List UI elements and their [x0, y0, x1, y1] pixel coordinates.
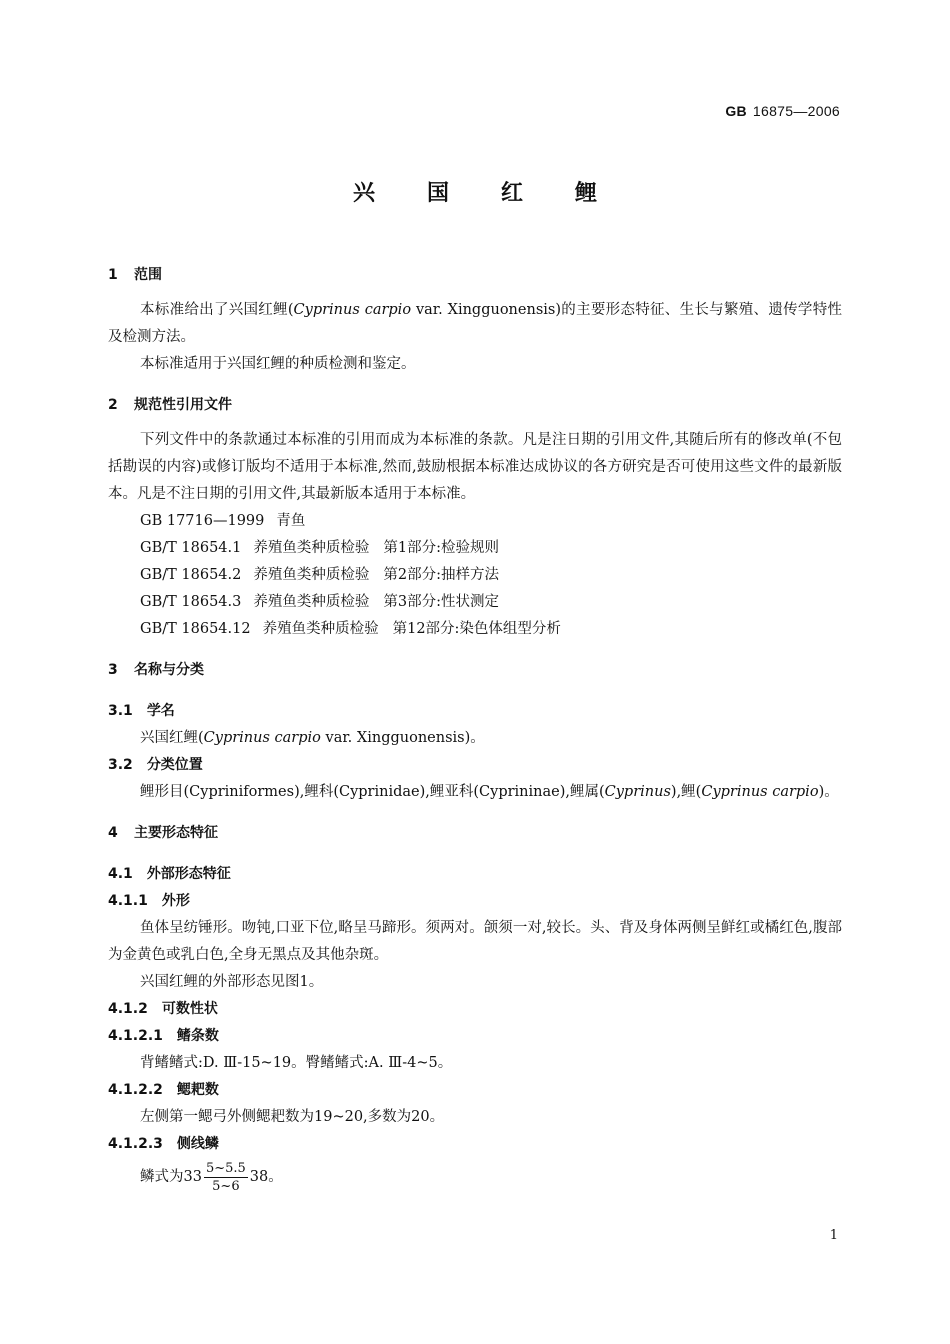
gill-raker-text: 左侧第一鳃弓外侧鳃耙数为19~20,多数为20。 — [140, 1109, 445, 1125]
scale-fraction: $\frac{5\sim 5.5}{5\sim 6}$ — [205, 1160, 246, 1194]
standard-code — [725, 98, 840, 125]
section-2-heading: 2 规范性引用文件 — [108, 397, 232, 413]
appearance-description: 鱼体呈纺锤形。吻钝,口亚下位,略呈马蹄形。须两对。颌须一对,较长。头、背及身体两侧呈鲜红或橘红色,腹部为金黄色或乳白色,全身无黑点及其他杂斑。 — [108, 920, 842, 963]
section-2-para-1: 下列文件中的条款通过本标准的引用而成为本标准的条款。凡是注日期的引用文件,其随后所有的修改单(不包括勘误的内容)或修订版均不适用于本标准,然而,鼓励根据本标准达成协议的各方研究是否可使用这些文件的最新版本。凡是不注日期的引用文件,其最新版本适用于本标准。 — [108, 432, 842, 502]
section-4-1-2-1-heading: 4.1.2.1 鳍条数 — [108, 1028, 219, 1044]
section-4-1-2-heading: 4.1.2 可数性状 — [108, 1001, 218, 1017]
reference-item: GB/T 18654.3 养殖鱼类种质检验 第3部分:性状测定 — [140, 594, 499, 610]
section-3-heading: 3 名称与分类 — [108, 662, 204, 678]
section-1-para-2: 本标准适用于兴国红鲤的种质检测和鉴定。 — [140, 356, 416, 372]
section-4-1-heading: 4.1 外部形态特征 — [108, 866, 231, 882]
section-1-heading: 1 范围 — [108, 267, 162, 283]
fin-formula-text: 背鳍鳍式:D. Ⅲ-15~19。臀鳍鳍式:A. Ⅲ-4~5。 — [140, 1055, 453, 1071]
reference-list — [108, 508, 842, 643]
section-4-1-2-3-heading: 4.1.2.3 侧线鳞 — [108, 1136, 219, 1152]
document-body — [108, 262, 842, 1196]
reference-item: GB/T 18654.2 养殖鱼类种质检验 第2部分:抽样方法 — [140, 567, 499, 583]
reference-item: GB 17716—1999 青鱼 — [140, 513, 306, 529]
standard-prefix: GB — [725, 103, 747, 119]
section-3-1-heading: 3.1 学名 — [108, 703, 175, 719]
figure-reference: 兴国红鲤的外部形态见图1。 — [140, 974, 324, 990]
scientific-name-text: 兴国红鲤(Cyprinus carpio var. Xingguonensis)。 — [140, 730, 485, 746]
section-4-1-2-2-heading: 4.1.2.2 鳃耙数 — [108, 1082, 219, 1098]
reference-item: GB/T 18654.1 养殖鱼类种质检验 第1部分:检验规则 — [140, 540, 499, 556]
page-number: 1 — [829, 1228, 838, 1243]
section-4-1-1-heading: 4.1.1 外形 — [108, 893, 190, 909]
section-1-para-1: 本标准给出了兴国红鲤(Cyprinus carpio var. Xingguonensis)的主要形态特征、生长与繁殖、遗传学特性及检测方法。 — [108, 302, 842, 345]
standard-number: 16875—2006 — [752, 103, 840, 119]
document-title: 兴国红鲤 — [352, 181, 649, 206]
reference-item: GB/T 18654.12 养殖鱼类种质检验 第12部分:染色体组型分析 — [140, 621, 561, 637]
section-3-2-heading: 3.2 分类位置 — [108, 757, 203, 773]
section-4-heading: 4 主要形态特征 — [108, 825, 218, 841]
scale-formula: 鳞式为33 $\frac{5\sim 5.5}{5\sim 6}$ 38。 — [140, 1160, 283, 1194]
classification-text: 鲤形目(Cypriniformes),鲤科(Cyprinidae),鲤亚科(Cyprininae),鲤属(Cyprinus),鲤(Cyprinus carpio)。 — [140, 784, 839, 800]
